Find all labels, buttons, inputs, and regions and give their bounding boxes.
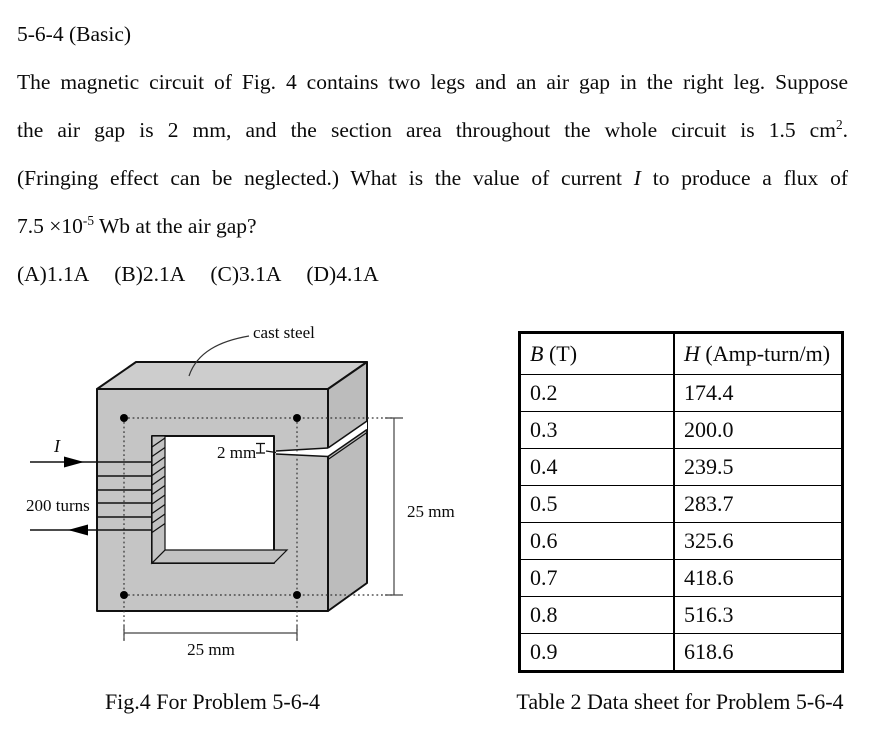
text-segment: . — [842, 118, 848, 142]
problem-statement — [17, 10, 848, 298]
cell-b-value: 0.3 — [520, 412, 675, 449]
cell-b-value: 0.6 — [520, 523, 675, 560]
cell-b-value: 0.8 — [520, 597, 675, 634]
cell-b-value: 0.4 — [520, 449, 675, 486]
col-header-h — [674, 333, 843, 375]
text-segment: the air gap is 2 mm, and the section area throughout the whole circuit is 1.5 cm — [17, 118, 836, 142]
cell-h-value: 283.7 — [674, 486, 843, 523]
problem-id: 5-6-4 (Basic) — [17, 22, 132, 46]
choice-a: (A)1.1A — [17, 262, 90, 286]
cell-h-value: 418.6 — [674, 560, 843, 597]
choice-d: (D)4.1A — [306, 262, 379, 286]
table-header-row — [520, 333, 843, 375]
cast-steel-label: cast steel — [253, 323, 315, 342]
turns-label: 200 turns — [26, 496, 90, 515]
core-front-face — [97, 389, 328, 611]
bh-table-body — [520, 375, 843, 672]
text-segment: Wb at the air gap? — [94, 214, 257, 238]
text-segment: (T) — [543, 341, 578, 366]
figure-4 — [0, 300, 470, 700]
text-segment: to produce a flux of — [640, 166, 848, 190]
cell-h-value: 200.0 — [674, 412, 843, 449]
problem-line-4 — [17, 202, 848, 250]
hole-bottom-surface — [152, 550, 287, 563]
width-dim-label: 25 mm — [187, 640, 235, 659]
cell-b-value: 0.7 — [520, 560, 675, 597]
height-dimension-line — [385, 418, 403, 595]
table-row — [520, 375, 843, 412]
height-dim-label: 25 mm — [407, 502, 455, 521]
cell-b-value: 0.9 — [520, 634, 675, 672]
table-row — [520, 597, 843, 634]
table-row — [520, 560, 843, 597]
gap-label: 2 mm — [217, 443, 257, 462]
cell-h-value: 174.4 — [674, 375, 843, 412]
cell-b-value: 0.5 — [520, 486, 675, 523]
current-label: I — [54, 436, 60, 456]
italic-text: I — [633, 166, 641, 190]
text-segment: 7.5 ×10 — [17, 214, 83, 238]
core-top-face — [97, 362, 367, 389]
table-row — [520, 486, 843, 523]
table-row — [520, 634, 843, 672]
table-row — [520, 449, 843, 486]
cell-h-value: 239.5 — [674, 449, 843, 486]
figure-caption: Fig.4 For Problem 5-6-4 — [104, 689, 321, 714]
answer-choices — [17, 250, 848, 298]
core-right-face — [328, 362, 367, 611]
choice-c: (C)3.1A — [210, 262, 282, 286]
cell-b-value: 0.2 — [520, 375, 675, 412]
choice-b: (B)2.1A — [114, 262, 186, 286]
table-row — [520, 523, 843, 560]
problem-line-2 — [17, 106, 848, 154]
italic-text: B — [530, 341, 544, 366]
text-segment: (Amp-turn/m) — [699, 341, 831, 366]
problem-line-3 — [17, 154, 848, 202]
problem-line-1 — [17, 58, 848, 106]
cell-h-value: 325.6 — [674, 523, 843, 560]
text-segment: (Fringing effect can be neglected.) What is the value of current — [17, 166, 634, 190]
width-dimension-line — [124, 626, 297, 641]
current-in-arrowhead — [64, 457, 84, 468]
bh-table — [518, 331, 844, 673]
italic-text: H — [684, 341, 700, 366]
col-header-b — [520, 333, 675, 375]
text-segment: The magnetic circuit of Fig. 4 contains two legs and an air gap in the right leg. Suppose — [17, 70, 848, 94]
superscript-text: -5 — [82, 212, 94, 228]
table-row — [520, 412, 843, 449]
superscript-text: 2 — [835, 116, 843, 132]
cell-h-value: 618.6 — [674, 634, 843, 672]
cell-h-value: 516.3 — [674, 597, 843, 634]
table-caption: Table 2 Data sheet for Problem 5-6-4 — [516, 689, 844, 714]
current-out-arrowhead — [68, 525, 88, 536]
